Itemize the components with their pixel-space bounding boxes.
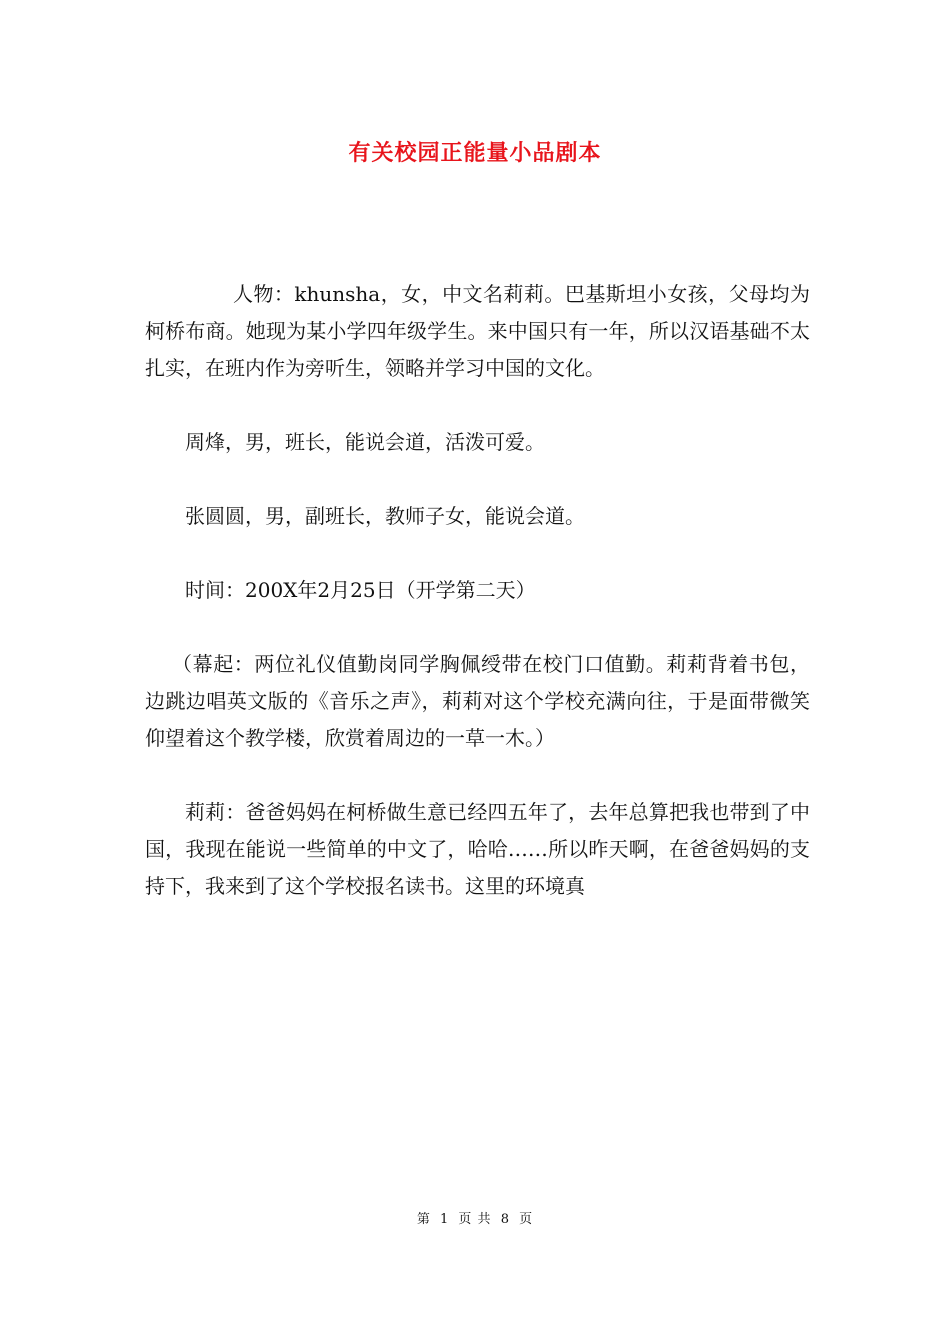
paragraph-lily-dialogue: 莉莉：爸爸妈妈在柯桥做生意已经四五年了，去年总算把我也带到了中国，我现在能说一些简单的中文了，哈哈……所以昨天啊，在爸爸妈妈的支持下，我来到了这个学校报名读书。这里的环境真: [145, 800, 810, 898]
document-title: 有关校园正能量小品剧本: [348, 140, 602, 166]
paragraph-characters-lily: 人物：khunsha，女，中文名莉莉。巴基斯坦小女孩，父母均为柯桥布商。她现为某小学四年级学生。来中国只有一年，所以汉语基础不太扎实，在班内作为旁听生，领略并学习中国的文化。: [145, 282, 810, 380]
page-footer: [0, 1208, 950, 1227]
paragraph-time: 时间：200X年2月25日（开学第二天）: [185, 578, 536, 602]
document-body: [145, 276, 810, 942]
footer-current-page: 1: [440, 1212, 450, 1227]
footer-prefix: 第: [416, 1212, 431, 1227]
footer-suffix: 页: [519, 1212, 534, 1227]
paragraph-character-zhoufeng: 周烽，男，班长，能说会道，活泼可爱。: [185, 430, 545, 454]
paragraph-stage-direction: （幕起：两位礼仪值勤岗同学胸佩绶带在校门口值勤。莉莉背着书包，边跳边唱英文版的《音乐之声》，莉莉对这个学校充满向往，于是面带微笑仰望着这个教学楼，欣赏着周边的一草一木。）: [145, 652, 810, 750]
footer-total-pages: 8: [500, 1212, 510, 1227]
paragraph-character-zhangyuanyuan: 张圆圆，男，副班长，教师子女，能说会道。: [185, 504, 585, 528]
footer-middle: 页 共: [458, 1212, 492, 1227]
